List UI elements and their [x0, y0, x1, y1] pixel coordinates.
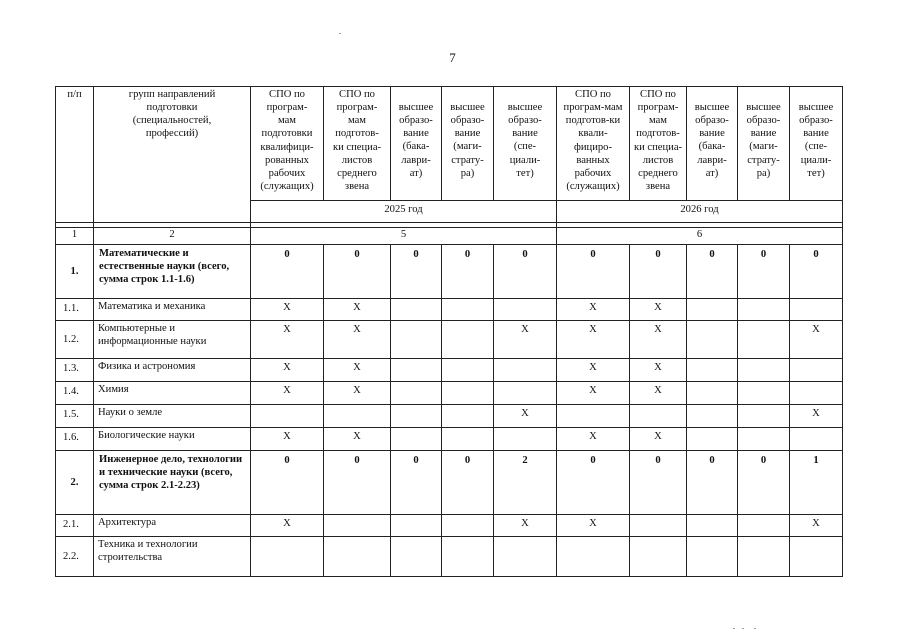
column-number-row [56, 228, 843, 245]
cell-value [790, 359, 843, 382]
cell-value [790, 537, 843, 577]
cell-value [442, 537, 494, 577]
table-row [56, 405, 843, 428]
document-table-wrapper [55, 86, 842, 577]
cell-value [494, 428, 557, 451]
cell-value: X [557, 515, 630, 537]
cell-value [687, 537, 738, 577]
table-row [56, 359, 843, 382]
cell-value [251, 537, 324, 577]
cell-value: 0 [790, 245, 843, 299]
cell-value [738, 405, 790, 428]
header-col-specialist-2025: высшее образо- вание (спе- циали- тет) [494, 87, 557, 201]
cell-value: 0 [687, 451, 738, 515]
education-directions-table [55, 86, 843, 577]
cell-value: X [251, 428, 324, 451]
cell-value: 0 [391, 451, 442, 515]
cell-value [687, 428, 738, 451]
cell-value [251, 405, 324, 428]
cell-value [557, 405, 630, 428]
cell-value: X [324, 382, 391, 405]
table-row [56, 321, 843, 359]
cell-value [738, 299, 790, 321]
cell-value: 0 [557, 245, 630, 299]
cell-value: X [557, 321, 630, 359]
cell-value [324, 537, 391, 577]
row-name: Физика и астрономия [94, 359, 251, 382]
row-name: Науки о земле [94, 405, 251, 428]
cell-value: 1 [790, 451, 843, 515]
cell-value [790, 428, 843, 451]
cell-value: 0 [630, 451, 687, 515]
cell-value [391, 515, 442, 537]
cell-value: X [557, 382, 630, 405]
cell-value: 0 [738, 245, 790, 299]
cell-value: X [790, 321, 843, 359]
cell-value: 0 [494, 245, 557, 299]
column-number-6: 6 [557, 228, 843, 245]
cell-value [442, 382, 494, 405]
cell-value: X [324, 428, 391, 451]
cell-value: X [494, 321, 557, 359]
cell-value [738, 515, 790, 537]
table-row [56, 382, 843, 405]
cell-value: X [251, 515, 324, 537]
cell-value: X [324, 359, 391, 382]
cell-value: X [630, 428, 687, 451]
row-code: 2. [56, 451, 94, 515]
cell-value: X [557, 428, 630, 451]
cell-value: X [630, 321, 687, 359]
header-col-master-2026: высшее образо- вание (маги- страту- ра) [738, 87, 790, 201]
cell-value [442, 405, 494, 428]
cell-value [687, 515, 738, 537]
cell-value: X [324, 299, 391, 321]
cell-value: X [251, 321, 324, 359]
cell-value [687, 299, 738, 321]
row-code: 2.2. [56, 537, 94, 577]
row-code: 2.1. [56, 515, 94, 537]
table-row-section-1 [56, 245, 843, 299]
cell-value: 0 [738, 451, 790, 515]
header-col-num: п/п [56, 87, 94, 223]
cell-value: 0 [557, 451, 630, 515]
column-number-1: 1 [56, 228, 94, 245]
cell-value [324, 405, 391, 428]
row-name: Биологические науки [94, 428, 251, 451]
cell-value: X [251, 359, 324, 382]
header-col-master-2025: высшее образо- вание (маги- страту- ра) [442, 87, 494, 201]
row-code: 1. [56, 245, 94, 299]
cell-value [391, 382, 442, 405]
header-col-spo-specialists-2026: СПО по програм- мам подготов- ки специа- листов среднего звена [630, 87, 687, 201]
header-col-specialist-2026: высшее образо- вание (спе- циали- тет) [790, 87, 843, 201]
cell-value [391, 321, 442, 359]
cell-value: X [494, 515, 557, 537]
cell-value [630, 537, 687, 577]
header-col-spo-workers-2025: СПО по програм- мам подготовки квалифици- рованных рабочих (служащих) [251, 87, 324, 201]
cell-value [738, 428, 790, 451]
header-col-group: групп направлений подготовки (специальностей, профессий) [94, 87, 251, 223]
cell-value [391, 537, 442, 577]
row-name: Архитектура [94, 515, 251, 537]
row-code: 1.2. [56, 321, 94, 359]
table-row [56, 428, 843, 451]
row-name: Математические и естественные науки (всего, сумма строк 1.1-1.6) [94, 245, 251, 299]
cell-value: 2 [494, 451, 557, 515]
cell-value: X [324, 321, 391, 359]
cell-value [494, 359, 557, 382]
scan-artifact-dot [742, 628, 744, 629]
cell-value: 0 [324, 451, 391, 515]
cell-value: X [630, 299, 687, 321]
cell-value [630, 405, 687, 428]
cell-value: X [790, 405, 843, 428]
cell-value [738, 537, 790, 577]
cell-value: X [630, 359, 687, 382]
cell-value [687, 405, 738, 428]
row-name: Химия [94, 382, 251, 405]
row-code: 1.4. [56, 382, 94, 405]
cell-value [391, 299, 442, 321]
cell-value [687, 382, 738, 405]
header-col-spo-workers-2026: СПО по програм-мам подготов-ки квали- фициро- ванных рабочих (служащих) [557, 87, 630, 201]
cell-value: 0 [442, 451, 494, 515]
cell-value [630, 515, 687, 537]
cell-value: 0 [251, 245, 324, 299]
row-name: Техника и технологии строительства [94, 537, 251, 577]
header-col-bachelor-2026: высшее образо- вание (бака- лаври- ат) [687, 87, 738, 201]
row-code: 1.1. [56, 299, 94, 321]
cell-value [391, 405, 442, 428]
cell-value [391, 428, 442, 451]
cell-value [790, 299, 843, 321]
cell-value: X [557, 359, 630, 382]
year-2025: 2025 год [251, 201, 557, 223]
cell-value [494, 537, 557, 577]
column-number-5: 5 [251, 228, 557, 245]
table-row-section-2 [56, 451, 843, 515]
row-name: Математика и механика [94, 299, 251, 321]
cell-value: X [557, 299, 630, 321]
cell-value: 0 [324, 245, 391, 299]
cell-value [494, 299, 557, 321]
cell-value: X [494, 405, 557, 428]
header-row [56, 87, 843, 201]
cell-value: 0 [630, 245, 687, 299]
cell-value: 0 [391, 245, 442, 299]
cell-value [442, 299, 494, 321]
row-name: Инженерное дело, технологии и технические науки (всего, сумма строк 2.1-2.23) [94, 451, 251, 515]
cell-value [324, 515, 391, 537]
cell-value [442, 428, 494, 451]
cell-value: X [251, 299, 324, 321]
row-code: 1.3. [56, 359, 94, 382]
cell-value [687, 359, 738, 382]
table-row [56, 515, 843, 537]
header-col-bachelor-2025: высшее образо- вание (бака- лаври- ат) [391, 87, 442, 201]
cell-value [687, 321, 738, 359]
cell-value [790, 382, 843, 405]
cell-value [442, 359, 494, 382]
scan-artifact-dot [733, 628, 735, 629]
cell-value [391, 359, 442, 382]
cell-value [738, 321, 790, 359]
row-name: Компьютерные и информационные науки [94, 321, 251, 359]
column-number-2: 2 [94, 228, 251, 245]
cell-value [557, 537, 630, 577]
table-row [56, 537, 843, 577]
header-col-spo-specialists-2025: СПО по програм- мам подготов- ки специа- листов среднего звена [324, 87, 391, 201]
table-row [56, 299, 843, 321]
row-code: 1.5. [56, 405, 94, 428]
cell-value: X [251, 382, 324, 405]
cell-value [442, 515, 494, 537]
row-code: 1.6. [56, 428, 94, 451]
scan-artifact-dot [754, 628, 756, 629]
scan-artifact-dot [339, 33, 341, 34]
cell-value [738, 359, 790, 382]
cell-value [494, 382, 557, 405]
year-2026: 2026 год [557, 201, 843, 223]
cell-value: 0 [687, 245, 738, 299]
cell-value: X [790, 515, 843, 537]
cell-value: 0 [251, 451, 324, 515]
page-number: 7 [449, 50, 456, 65]
cell-value: 0 [442, 245, 494, 299]
cell-value [738, 382, 790, 405]
cell-value: X [630, 382, 687, 405]
cell-value [442, 321, 494, 359]
